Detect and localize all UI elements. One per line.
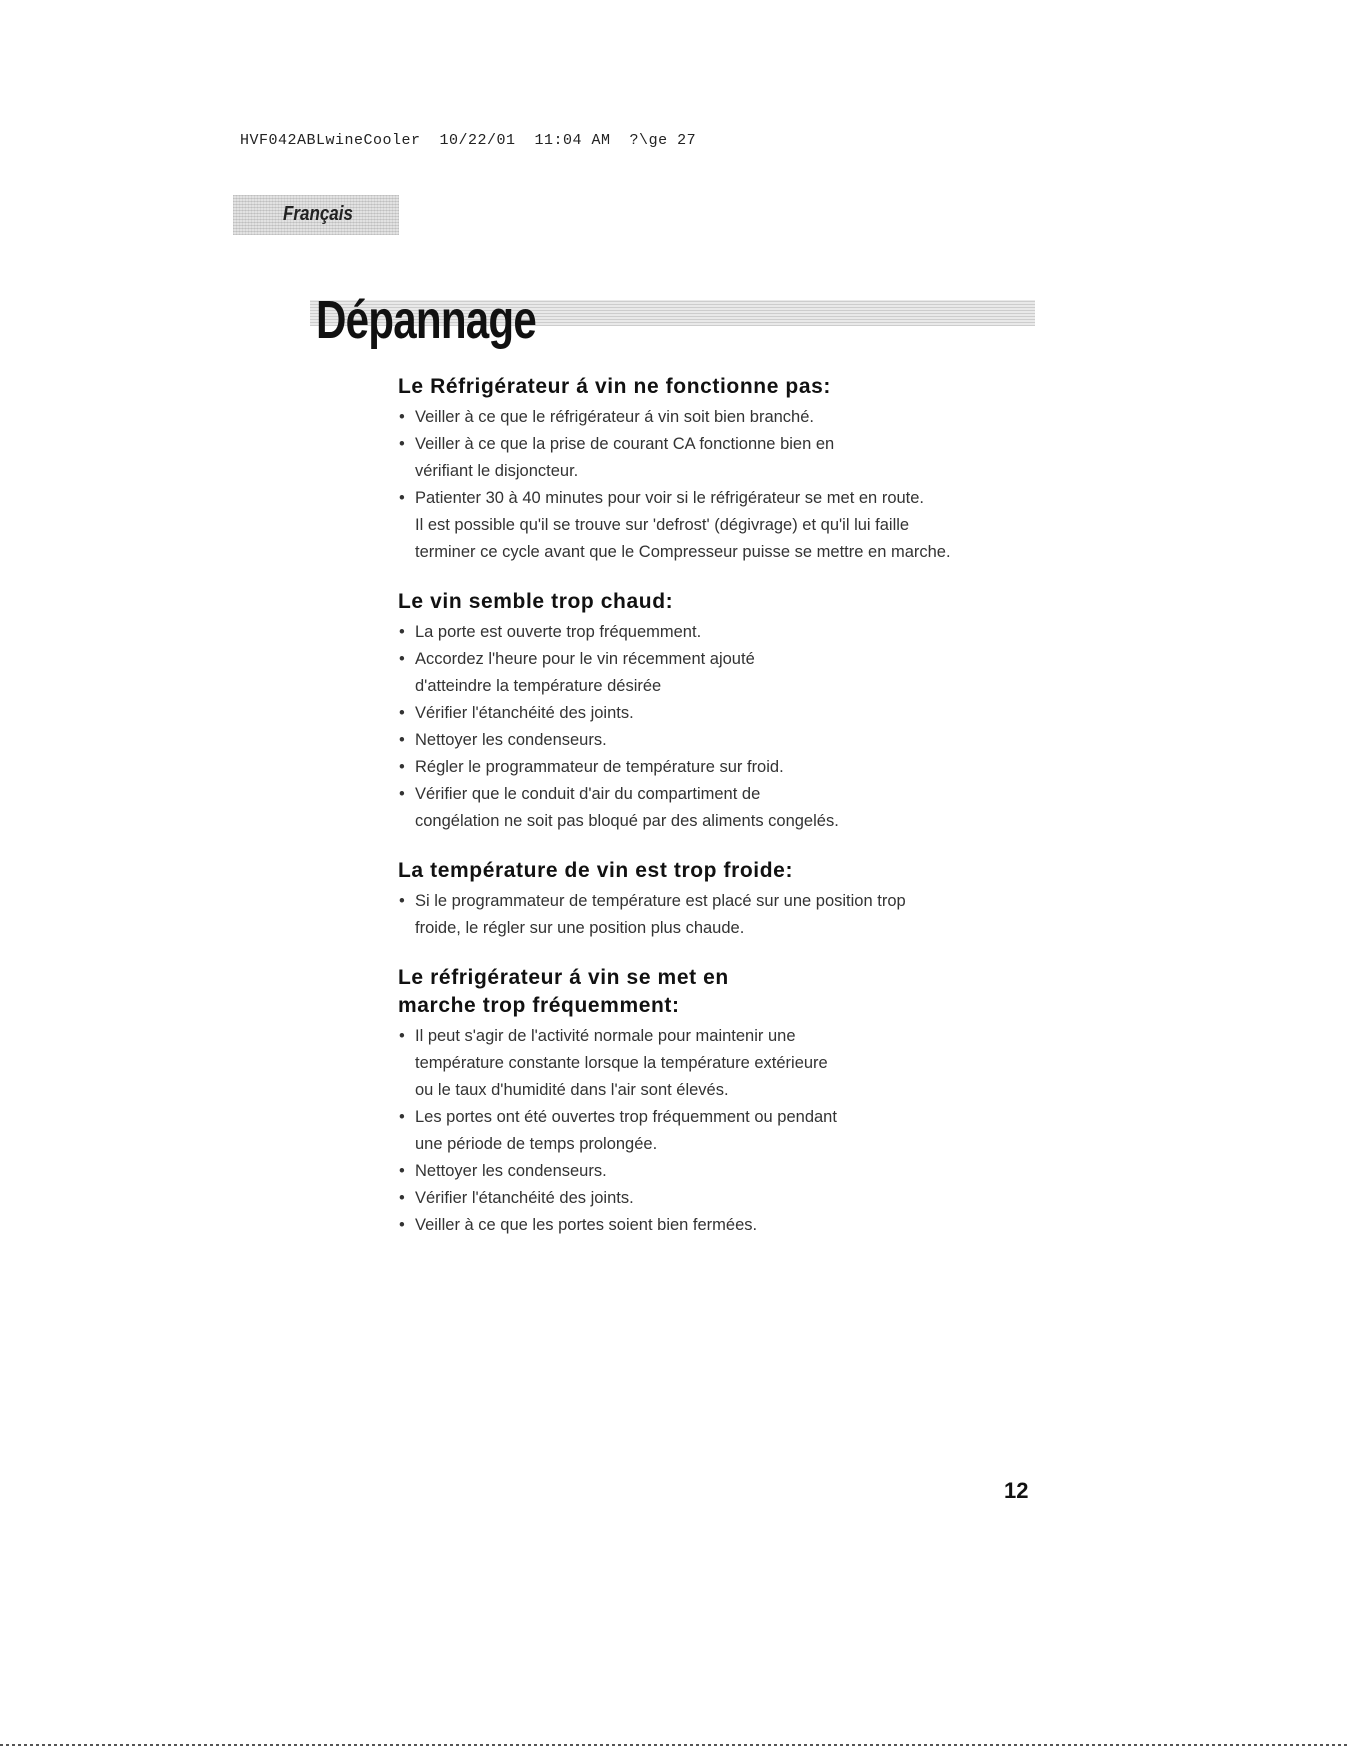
list-item: • Il peut s'agir de l'activité normale pour maintenir une température constante lorsque la température extérieure ou le taux d'humidité dans l'air sont élevés. — [398, 1023, 1038, 1104]
bullet-list — [398, 404, 1038, 566]
language-tab-label: Français — [283, 203, 353, 225]
list-item: • Vérifier que le conduit d'air du compartiment de congélation ne soit pas bloqué par des aliments congelés. — [398, 781, 1038, 835]
section-heading: La température de vin est trop froide: — [398, 859, 794, 882]
section-too-cold — [398, 857, 1038, 942]
list-item: • Veiller à ce que le réfrigérateur á vin soit bien branché. — [398, 404, 1038, 431]
section-not-working — [398, 373, 1038, 566]
section-too-warm — [398, 588, 1038, 835]
list-item: • Nettoyer les condenseurs. — [398, 727, 1038, 754]
list-item: • Régler le programmateur de température sur froid. — [398, 754, 1038, 781]
bullet-list — [398, 888, 1038, 942]
list-item: • Patienter 30 à 40 minutes pour voir si le réfrigérateur se met en route. Il est possible qu'il se trouve sur 'defrost' (dégivrage) et qu'il lui faille terminer ce cycle avant que le Compresseur puisse se mettre en marche. — [398, 485, 1038, 566]
bottom-rule — [0, 1744, 1348, 1746]
list-item: • Si le programmateur de température est placé sur une position trop froide, le régler sur une position plus chaude. — [398, 888, 1038, 942]
list-item: • Nettoyer les condenseurs. — [398, 1158, 1038, 1185]
bullet-list — [398, 619, 1038, 835]
section-heading: Le vin semble trop chaud: — [398, 590, 674, 613]
list-item: • Veiller à ce que les portes soient bien fermées. — [398, 1212, 1038, 1239]
list-item: • La porte est ouverte trop fréquemment. — [398, 619, 1038, 646]
troubleshooting-content — [398, 373, 1038, 1261]
list-item: • Veiller à ce que la prise de courant CA fonctionne bien en vérifiant le disjoncteur. — [398, 431, 1038, 485]
section-runs-frequently — [398, 964, 1038, 1239]
list-item: • Les portes ont été ouvertes trop fréquemment ou pendant une période de temps prolongée. — [398, 1104, 1038, 1158]
bullet-list — [398, 1023, 1038, 1239]
section-heading: Le Réfrigérateur á vin ne fonctionne pas: — [398, 375, 832, 398]
list-item: • Accordez l'heure pour le vin récemment ajouté d'atteindre la température désirée — [398, 646, 1038, 700]
list-item: • Vérifier l'étanchéité des joints. — [398, 1185, 1038, 1212]
print-header: HVF042ABLwineCooler 10/22/01 11:04 AM ?\ge 27 — [240, 132, 697, 149]
language-tab — [233, 195, 399, 235]
list-item: • Vérifier l'étanchéité des joints. — [398, 700, 1038, 727]
page-number: 12 — [1004, 1478, 1029, 1503]
section-heading: Le réfrigérateur á vin se met en marche trop fréquemment: — [398, 966, 729, 1017]
page-title: Dépannage — [316, 290, 537, 350]
